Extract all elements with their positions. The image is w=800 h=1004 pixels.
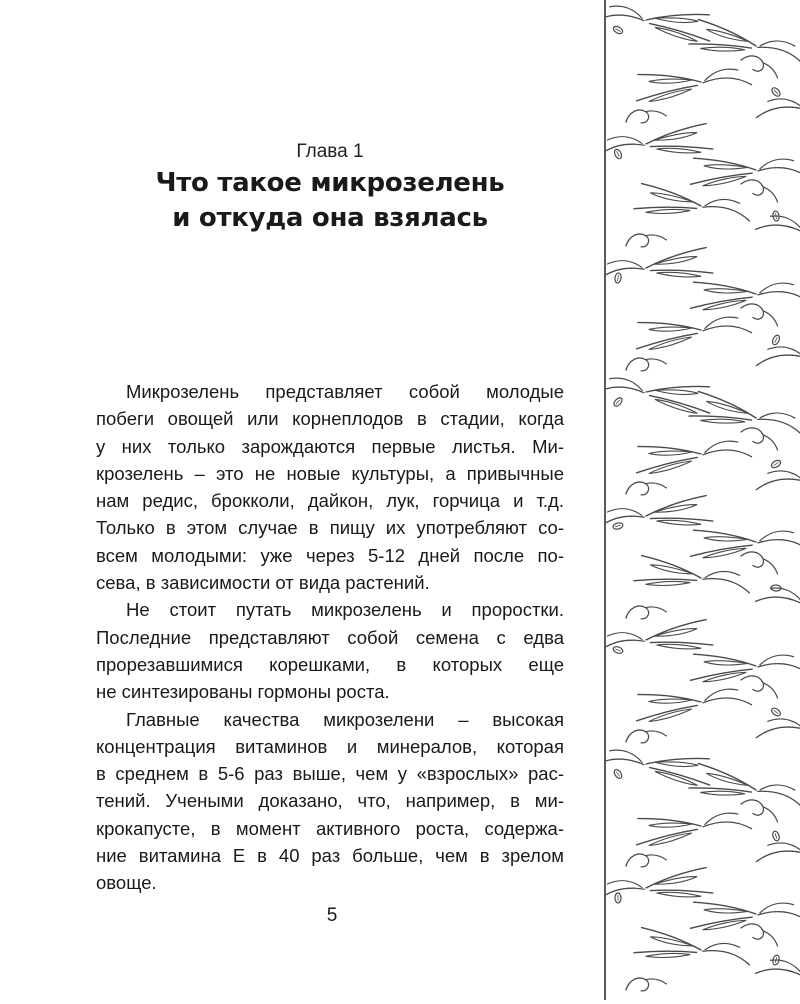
seed-icon: [770, 459, 782, 469]
seed-icon: [772, 211, 779, 222]
sprout-icon: [689, 391, 800, 443]
seed-icon: [772, 830, 781, 841]
text-line: сева, в зависимости от вида растений.: [96, 572, 430, 594]
text-line: не синтезированы гормоны роста.: [96, 681, 390, 703]
text-line: в среднем в 5-6 раз выше, чем у «взрослых» рас-: [96, 763, 564, 785]
sprout-icon: [634, 183, 753, 227]
seed-icon: [612, 522, 623, 530]
seed-icon: [772, 954, 780, 965]
body-text: [96, 378, 564, 897]
curl-icon: [624, 721, 667, 749]
chapter-title-line: и откуда она взялась: [172, 203, 488, 233]
sprout-icon: [634, 683, 752, 723]
sprout-icon: [634, 555, 753, 599]
text-line: нам редис, брокколи, дайкон, лук, горчица и т.д.: [96, 490, 564, 512]
sprout-icon: [756, 712, 800, 744]
text-line: Не стоит путать микрозелень и проростки.: [126, 599, 564, 621]
sprout-pattern-panel: [606, 0, 800, 1000]
sprout-icon: [634, 435, 752, 475]
seed-icon: [771, 334, 781, 346]
page-number: 5: [326, 905, 338, 926]
sprout-icon: [606, 495, 713, 535]
text-line: Главные качества микрозелени – высокая: [126, 708, 564, 730]
sprout-icon: [634, 63, 752, 103]
text-line: ние витамина Е в 40 раз больше, чем в зрелом: [96, 845, 564, 867]
curl-icon: [624, 349, 667, 377]
seed-icon: [770, 707, 782, 718]
chapter-title: [0, 166, 660, 236]
curl-icon: [739, 797, 782, 822]
curl-icon: [739, 425, 782, 450]
text-line: Последние представляют собой семена с едва: [96, 626, 564, 648]
sprout-icon: [606, 371, 713, 415]
text-line: прорезавшимися корешками, в которых еще: [96, 653, 564, 675]
sprout-icon: [606, 123, 713, 163]
seed-icon: [613, 148, 623, 160]
chapter-title-line: Что такое микрозелень: [155, 168, 505, 198]
curl-icon: [739, 301, 782, 326]
text-line: Только в этом случае в пищу их употребляют со-: [96, 517, 564, 539]
sprout-icon: [754, 208, 800, 260]
curl-icon: [739, 921, 782, 946]
sprout-icon: [756, 340, 800, 372]
sprout-icon: [754, 952, 800, 1000]
text-line: побеги овощей или корнеплодов в стадии, когда: [96, 408, 564, 430]
sprout-icon: [606, 743, 713, 787]
curl-icon: [624, 225, 667, 253]
curl-icon: [739, 177, 782, 202]
text-line: крокапусте, в момент активного роста, содержа-: [96, 817, 564, 839]
text-line: тений. Учеными доказано, что, например, в ми-: [96, 790, 564, 812]
curl-icon: [624, 969, 667, 997]
sprout-icon: [634, 807, 752, 847]
curl-icon: [624, 845, 667, 873]
curl-icon: [739, 673, 782, 698]
paragraph: [96, 706, 564, 897]
text-line: овоще.: [96, 872, 157, 894]
text-line: Микрозелень представляет собой молодые: [126, 381, 564, 402]
sprout-icon: [689, 19, 800, 71]
seed-icon: [612, 645, 623, 654]
sprout-icon: [606, 0, 713, 43]
sprout-icon: [689, 763, 800, 815]
seed-icon: [615, 893, 621, 903]
paragraph: [96, 596, 564, 705]
sprout-icon: [754, 580, 800, 632]
seed-icon: [612, 396, 623, 407]
text-line: концентрация витаминов и минералов, которая: [96, 735, 564, 757]
text-line: у них только зарождаются первые листья. Ми-: [96, 435, 564, 457]
seed-icon: [612, 25, 624, 35]
curl-icon: [739, 549, 782, 574]
seed-icon: [770, 86, 781, 97]
sprout-icon: [606, 247, 713, 287]
seed-icon: [613, 768, 624, 780]
curl-icon: [624, 597, 667, 625]
chapter-label: Глава 1: [296, 141, 364, 162]
curl-icon: [624, 101, 667, 129]
sprout-icon: [634, 311, 752, 351]
seed-icon: [614, 273, 621, 284]
curl-icon: [624, 473, 667, 501]
text-line: крозелень – это не новые культуры, а привычные: [96, 462, 564, 484]
text-line: всем молодыми: уже через 5-12 дней после по-: [96, 544, 564, 566]
sprout-pattern-icon: [606, 0, 800, 1000]
sprout-icon: [606, 867, 713, 907]
paragraph: [96, 378, 564, 596]
sprout-icon: [756, 464, 800, 496]
curl-icon: [739, 53, 782, 78]
sprout-icon: [634, 927, 753, 971]
